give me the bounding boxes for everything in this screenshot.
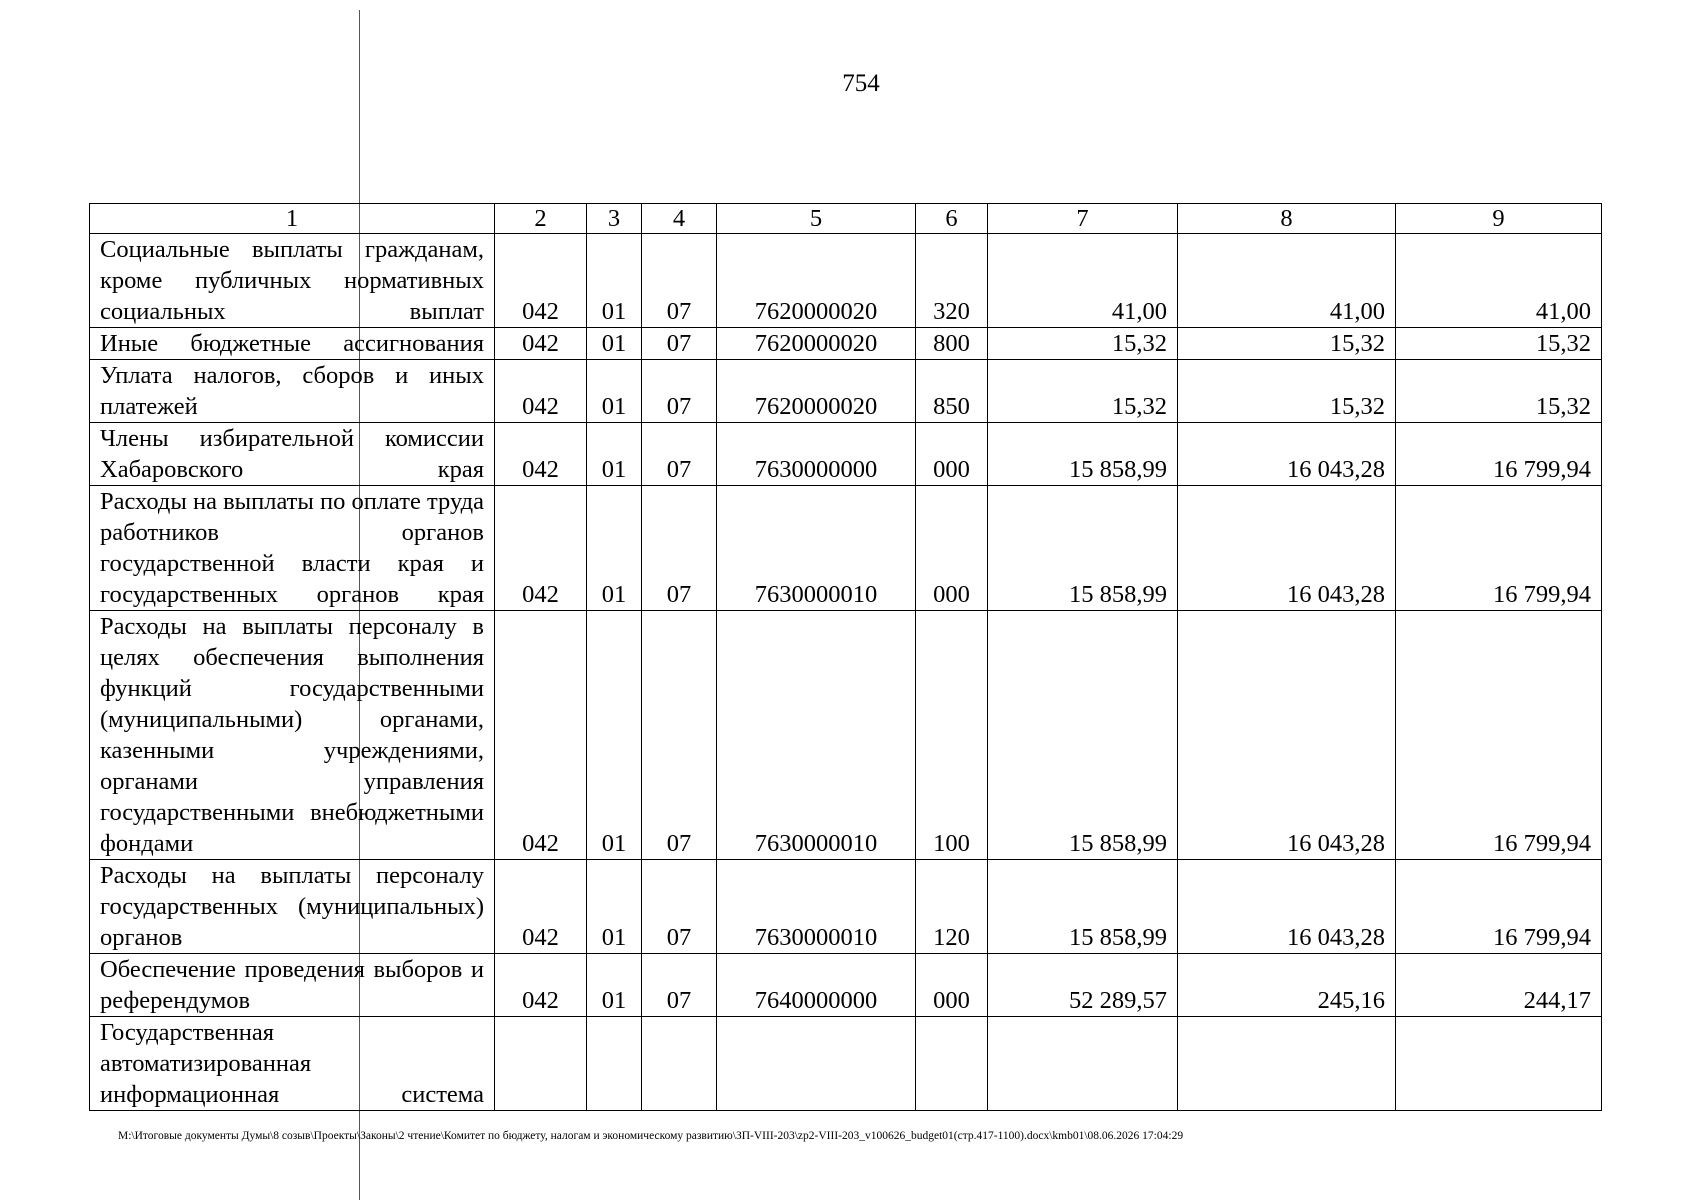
row-name-cell: Иные бюджетные ассигнования [90, 328, 495, 360]
table-row [90, 234, 1602, 328]
column-header: 7 [988, 204, 1178, 234]
amount-col7-cell: 52 289,57 [988, 954, 1178, 1017]
expense-type-cell [916, 1017, 988, 1111]
table-header-row [90, 204, 1602, 234]
amount-col8-cell: 15,32 [1178, 328, 1396, 360]
expense-type-cell: 320 [916, 234, 988, 328]
amount-col9-cell: 16 799,94 [1396, 860, 1602, 954]
amount-col7-cell: 15 858,99 [988, 486, 1178, 611]
footer-file-path: M:\Итоговые документы Думы\8 созыв\Проекты\Законы\2 чтение\Комитет по бюджету, налогам и экономическому развитию\ЗП-VIII-203\zp2-VIII-203_v100626_budget01(стр.417-1100).docx\kmb01\08.06.2026 17:04:29 [118, 1130, 1184, 1142]
table-row [90, 860, 1602, 954]
ved-code-cell: 042 [495, 234, 587, 328]
amount-col9-cell: 16 799,94 [1396, 486, 1602, 611]
expense-type-cell: 000 [916, 954, 988, 1017]
subsection-code-cell: 07 [642, 423, 717, 486]
column-header: 1 [90, 204, 495, 234]
expense-type-cell: 850 [916, 360, 988, 423]
subsection-code-cell: 07 [642, 611, 717, 860]
section-code-cell [587, 1017, 642, 1111]
table-row [90, 360, 1602, 423]
column-header: 9 [1396, 204, 1602, 234]
column-header: 5 [717, 204, 916, 234]
amount-col9-cell: 41,00 [1396, 234, 1602, 328]
column-header: 2 [495, 204, 587, 234]
subsection-code-cell: 07 [642, 486, 717, 611]
row-name-cell: Расходы на выплаты персоналу государственных (муниципальных) органов [90, 860, 495, 954]
row-name-cell: Расходы на выплаты по оплате труда работников органов государственной власти края и государственных органов края [90, 486, 495, 611]
amount-col9-cell: 15,32 [1396, 328, 1602, 360]
subsection-code-cell: 07 [642, 954, 717, 1017]
amount-col7-cell [988, 1017, 1178, 1111]
amount-col8-cell: 41,00 [1178, 234, 1396, 328]
subsection-code-cell: 07 [642, 360, 717, 423]
amount-col7-cell: 15 858,99 [988, 611, 1178, 860]
amount-col8-cell: 15,32 [1178, 360, 1396, 423]
budget-table [89, 203, 1602, 1111]
target-article-cell: 7630000010 [717, 611, 916, 860]
row-name-cell: Государственная автоматизированная информационная система [90, 1017, 495, 1111]
table-row [90, 1017, 1602, 1111]
section-code-cell: 01 [587, 954, 642, 1017]
target-article-cell: 7640000000 [717, 954, 916, 1017]
ved-code-cell: 042 [495, 486, 587, 611]
ved-code-cell: 042 [495, 328, 587, 360]
amount-col8-cell [1178, 1017, 1396, 1111]
target-article-cell: 7630000010 [717, 860, 916, 954]
target-article-cell: 7630000010 [717, 486, 916, 611]
column-header: 3 [587, 204, 642, 234]
row-name-cell: Социальные выплаты гражданам, кроме публичных нормативных социальных выплат [90, 234, 495, 328]
subsection-code-cell: 07 [642, 234, 717, 328]
column-header: 8 [1178, 204, 1396, 234]
amount-col9-cell: 15,32 [1396, 360, 1602, 423]
section-code-cell: 01 [587, 486, 642, 611]
target-article-cell: 7620000020 [717, 234, 916, 328]
section-code-cell: 01 [587, 360, 642, 423]
ved-code-cell: 042 [495, 954, 587, 1017]
expense-type-cell: 100 [916, 611, 988, 860]
amount-col8-cell: 16 043,28 [1178, 486, 1396, 611]
target-article-cell: 7620000020 [717, 328, 916, 360]
expense-type-cell: 800 [916, 328, 988, 360]
ved-code-cell: 042 [495, 611, 587, 860]
section-code-cell: 01 [587, 860, 642, 954]
amount-col7-cell: 15,32 [988, 360, 1178, 423]
amount-col8-cell: 16 043,28 [1178, 611, 1396, 860]
table-row [90, 423, 1602, 486]
target-article-cell: 7630000000 [717, 423, 916, 486]
amount-col7-cell: 41,00 [988, 234, 1178, 328]
ved-code-cell: 042 [495, 423, 587, 486]
page-number: 754 [842, 70, 880, 97]
section-code-cell: 01 [587, 328, 642, 360]
amount-col9-cell: 16 799,94 [1396, 611, 1602, 860]
amount-col7-cell: 15 858,99 [988, 860, 1178, 954]
section-code-cell: 01 [587, 611, 642, 860]
row-name-cell: Расходы на выплаты персоналу в целях обеспечения выполнения функций государственными (муниципальными) органами, казенными учреждениями, органами управления государственными внебюджетными фондами [90, 611, 495, 860]
target-article-cell [717, 1017, 916, 1111]
row-name-cell: Члены избирательной комиссии Хабаровского края [90, 423, 495, 486]
expense-type-cell: 000 [916, 486, 988, 611]
table-row [90, 486, 1602, 611]
amount-col8-cell: 245,16 [1178, 954, 1396, 1017]
section-code-cell: 01 [587, 234, 642, 328]
table-row [90, 328, 1602, 360]
row-name-cell: Уплата налогов, сборов и иных платежей [90, 360, 495, 423]
table-row [90, 611, 1602, 860]
subsection-code-cell [642, 1017, 717, 1111]
amount-col7-cell: 15 858,99 [988, 423, 1178, 486]
subsection-code-cell: 07 [642, 328, 717, 360]
column-header: 4 [642, 204, 717, 234]
section-code-cell: 01 [587, 423, 642, 486]
table-row [90, 954, 1602, 1017]
amount-col7-cell: 15,32 [988, 328, 1178, 360]
column-header: 6 [916, 204, 988, 234]
target-article-cell: 7620000020 [717, 360, 916, 423]
amount-col9-cell [1396, 1017, 1602, 1111]
amount-col9-cell: 16 799,94 [1396, 423, 1602, 486]
row-name-cell: Обеспечение проведения выборов и референдумов [90, 954, 495, 1017]
amount-col9-cell: 244,17 [1396, 954, 1602, 1017]
expense-type-cell: 000 [916, 423, 988, 486]
subsection-code-cell: 07 [642, 860, 717, 954]
amount-col8-cell: 16 043,28 [1178, 423, 1396, 486]
amount-col8-cell: 16 043,28 [1178, 860, 1396, 954]
ved-code-cell: 042 [495, 860, 587, 954]
ved-code-cell [495, 1017, 587, 1111]
expense-type-cell: 120 [916, 860, 988, 954]
ved-code-cell: 042 [495, 360, 587, 423]
